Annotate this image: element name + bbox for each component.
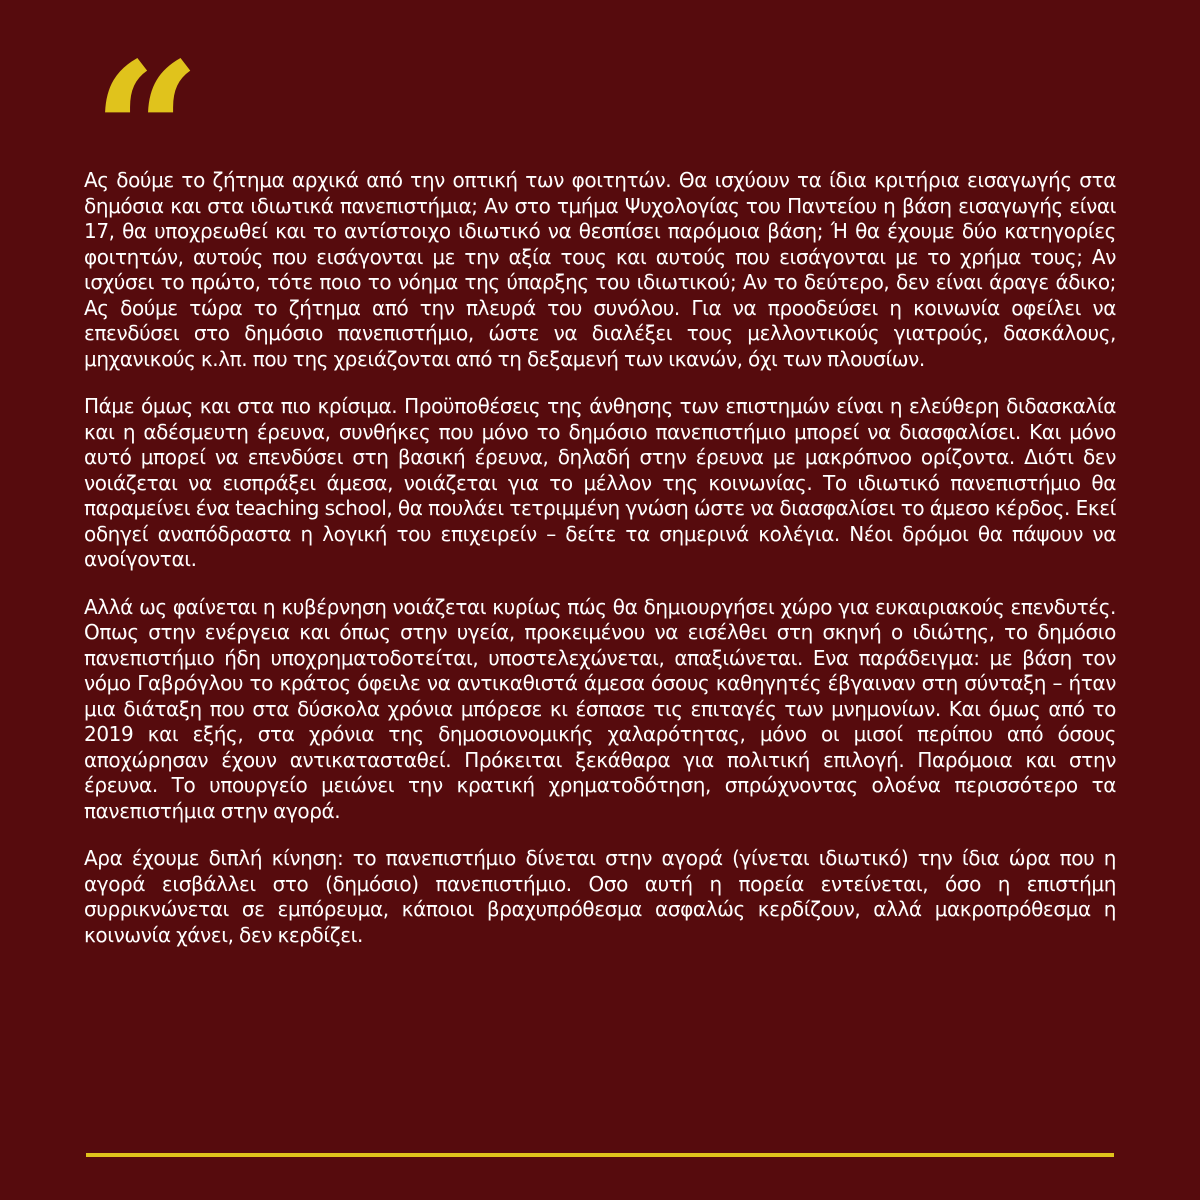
paragraph-3: Αλλά ως φαίνεται η κυβέρνηση νοιάζεται κυρίως πώς θα δημιουργήσει χώρο για ευκαιριακούς επενδυτές. Οπως στην ενέργεια και όπως στην υγεία, προκειμένου να εισέλθει στη σκηνή ο ιδιώτης, το δημόσιο πανεπιστήμιο ήδη υποχρηματοδοτείται, υποστελεχώνεται, απαξιώνεται. Ενα παράδειγμα: με βάση τον νόμο Γαβρόγλου το κράτος όφειλε να αντικαθιστά άμεσα όσους καθηγητές έβγαιναν στη σύνταξη – ήταν μια διάταξη που στα δύσκολα χρόνια μπόρεσε κι έσπασε τις επιταγές των μνημονίων. Και όμως από το 2019 και εξής, στα χρόνια της δημοσιονομικής χαλαρότητας, μόνο οι μισοί περίπου από όσους αποχώρησαν έχουν αντικατασταθεί. Πρόκειται ξεκάθαρα για πολιτική επιλογή. Παρόμοια και στην έρευνα. Το υπουργείο μειώνει την κρατική χρηματοδότηση, σπρώχνοντας ολοένα περισσότερο τα πανεπιστήμια στην αγορά. bbox=[84, 594, 1116, 823]
paragraph-1: Ας δούμε το ζήτημα αρχικά από την οπτική των φοιτητών. Θα ισχύουν τα ίδια κριτήρια εισαγωγής στα δημόσια και στα ιδιωτικά πανεπιστήμια; Αν στο τμήμα Ψυχολογίας του Παντείου η βάση εισαγωγής είναι 17, θα υποχρεωθεί και το αντίστοιχο ιδιωτικό να θεσπίσει παρόμοια βάση; Ή θα έχουμε δύο κατηγορίες φοιτητών, αυτούς που εισάγονται με την αξία τους και αυτούς που εισάγονται με το χρήμα τους; Αν ισχύσει το πρώτο, τότε ποιο το νόημα της ύπαρξης του ιδιωτικού; Αν το δεύτερο, δεν είναι άραγε άδικο; Ας δούμε τώρα το ζήτημα από την πλευρά του συνόλου. Για να προοδεύσει η κοινωνία οφείλει να επενδύσει στο δημόσιο πανεπιστήμιο, ώστε να διαλέξει τους μελλοντικούς γιατρούς, δασκάλους, μηχανικούς κ.λπ. που της χρειάζονται από τη δεξαμενή των ικανών, όχι των πλουσίων. bbox=[84, 168, 1116, 371]
paragraph-2: Πάμε όμως και στα πιο κρίσιμα. Προϋποθέσεις της άνθησης των επιστημών είναι η ελεύθερη διδασκαλία και η αδέσμευτη έρευνα, συνθήκες που μόνο το δημόσιο πανεπιστήμιο μπορεί να διασφαλίσει. Και μόνο αυτό μπορεί να επενδύσει στη βασική έρευνα, δηλαδή στην έρευνα με μακρόπνοο ορίζοντα. Διότι δεν νοιάζεται να εισπράξει άμεσα, νοιάζεται για το μέλλον της κοινωνίας. Το ιδιωτικό πανεπιστήμιο θα παραμείνει ένα teaching school, θα πουλάει τετριμμένη γνώση ώστε να διασφαλίσει το άμεσο κέρδος. Εκεί οδηγεί αναπόδραστα η λογική του επιχειρείν – δείτε τα σημερινά κολέγια. Νέοι δρόμοι θα πάψουν να ανοίγονται. bbox=[84, 394, 1116, 571]
bottom-divider bbox=[86, 1153, 1114, 1157]
paragraph-4: Αρα έχουμε διπλή κίνηση: το πανεπιστήμιο δίνεται στην αγορά (γίνεται ιδιωτικό) την ίδια ώρα που η αγορά εισβάλλει στο (δημόσιο) πανεπιστήμιο. Οσο αυτή η πορεία εντείνεται, όσο η επιστήμη συρρικνώνεται σε εμπόρευμα, κάποιοι βραχυπρόθεσμα ασφαλώς κερδίζουν, αλλά μακροπρόθεσμα η κοινωνία χάνει, δεν κερδίζει. bbox=[84, 846, 1116, 947]
article-body bbox=[84, 168, 1116, 948]
quote-mark-icon: “ bbox=[92, 21, 196, 244]
